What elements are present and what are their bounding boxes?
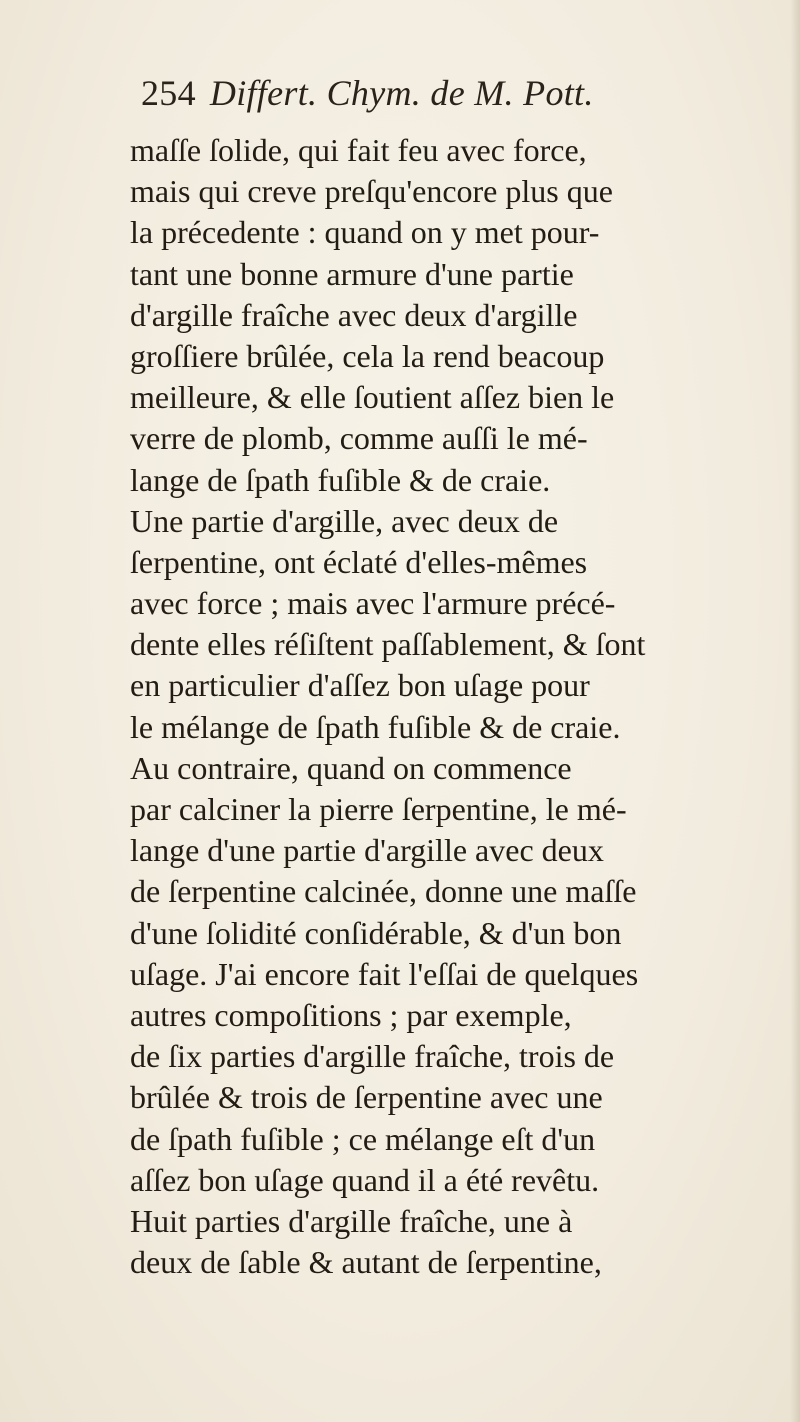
text-line: de ſerpentine calcinée, donne une maſſe [130,873,637,910]
text-line: lange d'une partie d'argille avec deux [130,832,604,869]
text-line: aſſez bon uſage quand il a été revêtu. [130,1161,600,1198]
text-line: verre de plomb, comme auſſi le mé- [130,420,588,457]
text-line: autres compoſitions ; par exemple, [130,996,572,1033]
running-title: Differt. Chym. de M. Pott. [209,73,594,113]
text-line: avec force ; mais avec l'armure précé- [130,585,616,622]
page-number: 254 [141,73,196,113]
text-line: meilleure, & elle ſoutient aſſez bien le [130,379,615,416]
text-line: Une partie d'argille, avec deux de [130,502,559,539]
text-line: en particulier d'aſſez bon uſage pour [130,667,590,704]
text-line: de ſix parties d'argille fraîche, trois de [130,1038,615,1075]
text-line: brûlée & trois de ſerpentine avec une [130,1079,603,1116]
text-line: Au contraire, quand on commence [130,749,572,786]
text-line: uſage. J'ai encore fait l'eſſai de quelques [130,955,639,992]
text-line: deux de ſable & autant de ſerpentine, [130,1244,602,1281]
running-head [141,72,594,114]
body-text [130,130,790,1283]
text-line: lange de ſpath fuſible & de craie. [130,461,551,498]
text-line: le mélange de ſpath fuſible & de craie. [130,708,621,745]
text-line: tant une bonne armure d'une partie [130,255,574,292]
page-edge-shadow [790,0,800,1422]
text-line: maſſe ſolide, qui fait feu avec force, [130,132,587,168]
text-line: Huit parties d'argille fraîche, une à [130,1202,573,1239]
text-line: la précedente : quand on y met pour- [130,214,600,251]
text-line: par calciner la pierre ſerpentine, le mé- [130,791,627,827]
text-line: groſſiere brûlée, cela la rend beacoup [130,337,605,374]
text-line: d'une ſolidité conſidérable, & d'un bon [130,914,622,951]
text-line: mais qui creve preſqu'encore plus que [130,173,613,210]
text-line: ſerpentine, ont éclaté d'elles-mêmes [130,543,588,580]
text-line: de ſpath fuſible ; ce mélange eſt d'un [130,1120,596,1157]
text-line: dente elles réſiſtent paſſablement, & ſont [130,626,646,663]
text-line: d'argille fraîche avec deux d'argille [130,296,578,333]
